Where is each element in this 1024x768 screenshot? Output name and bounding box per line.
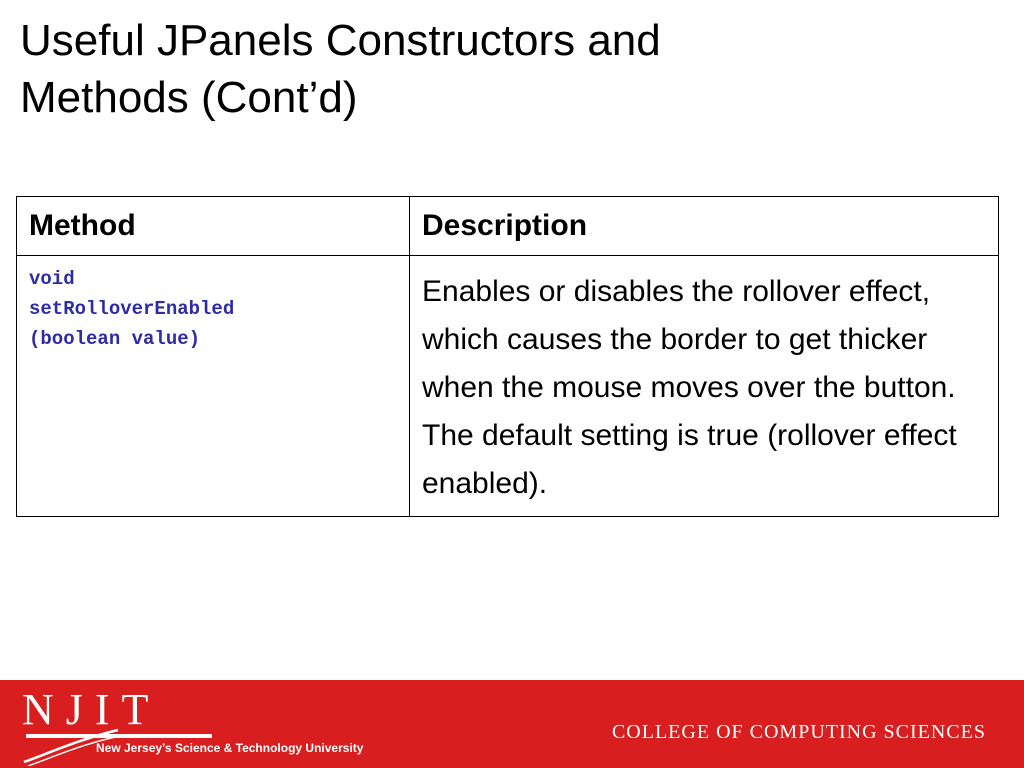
description-column-header: Description — [410, 197, 999, 256]
table-header-row — [17, 197, 999, 256]
method-parameters: (boolean value) — [29, 328, 201, 350]
slide-title-line-2: Methods (Cont’d) — [20, 73, 358, 122]
method-description-cell: Enables or disables the rollover effect, which causes the border to get thicker when the mouse moves over the button. The default setting is true (rollover effect enabled). — [410, 256, 999, 517]
slide-title-line-1: Useful JPanels Constructors and — [20, 16, 661, 65]
njit-logo-letters: NJIT — [22, 685, 161, 734]
method-name: setRolloverEnabled — [29, 298, 235, 320]
university-tagline: New Jersey’s Science & Technology University — [96, 741, 364, 755]
method-return-type: void — [29, 268, 75, 290]
method-table — [16, 196, 999, 517]
table-row — [17, 256, 999, 517]
njit-logo — [22, 686, 382, 764]
slide-title — [20, 12, 1000, 126]
college-name: COLLEGE OF COMPUTING SCIENCES — [611, 721, 986, 743]
method-column-header: Method — [17, 197, 410, 256]
footer-banner — [0, 680, 1024, 768]
method-signature-cell — [17, 256, 410, 517]
